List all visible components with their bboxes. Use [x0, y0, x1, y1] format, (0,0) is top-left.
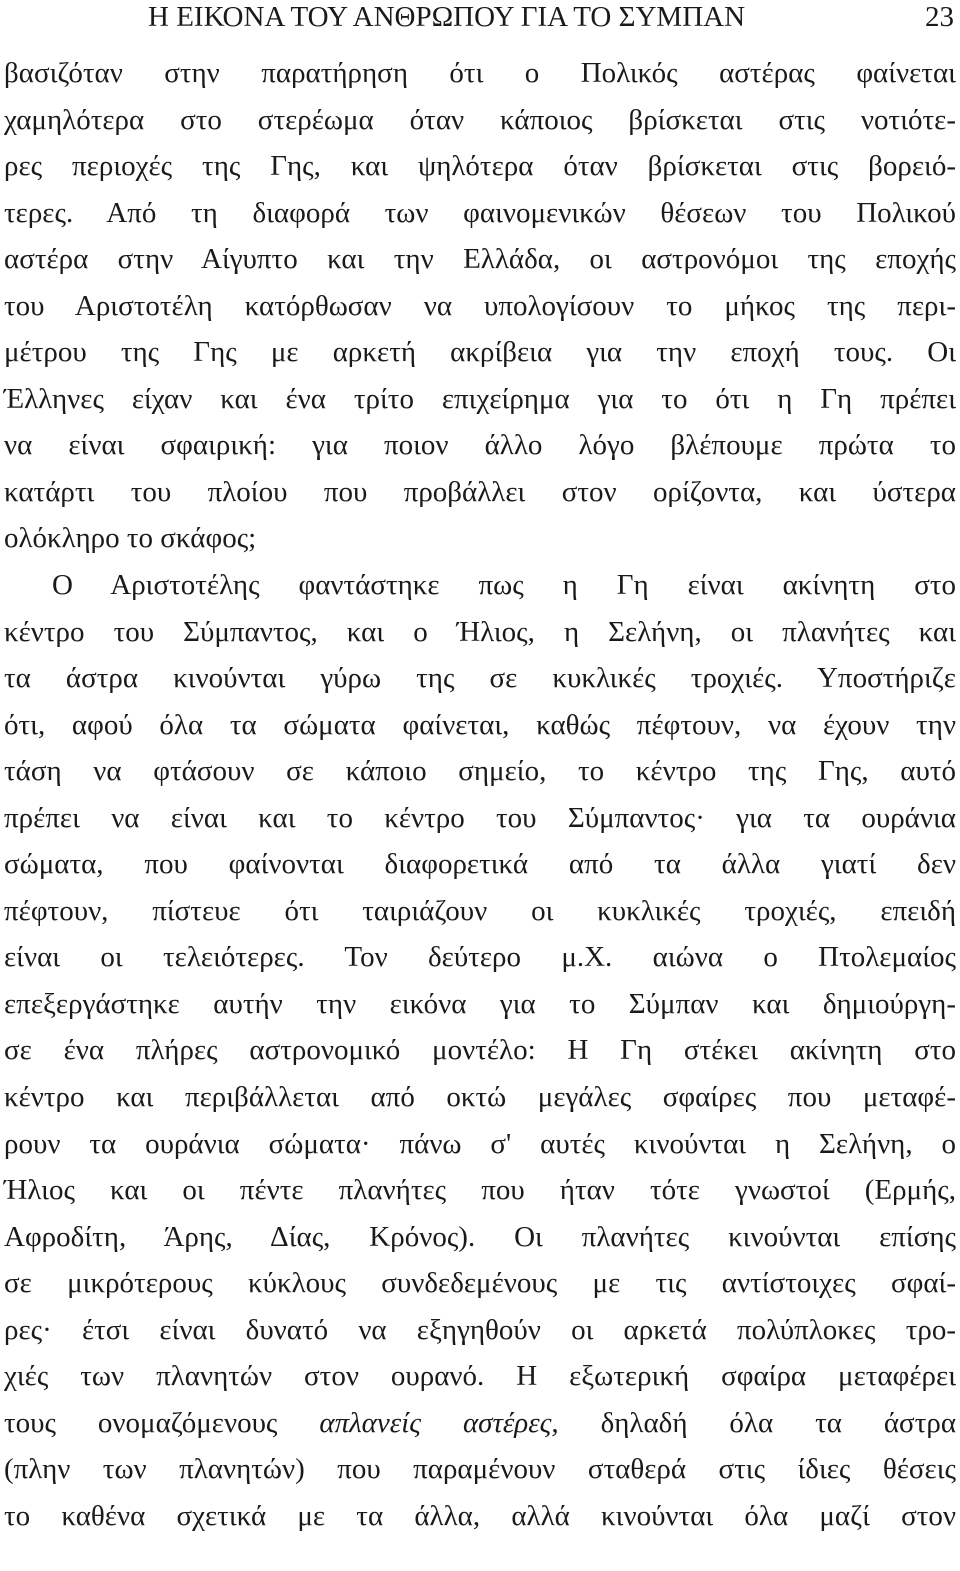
text-line: Ήλιος και οι πέντε πλανήτες που ήταν τότε γνωστοί (Ερμής, [4, 1174, 956, 1207]
text-line: ρες περιοχές της Γης, και ψηλότερα όταν βρίσκεται στις βορειό- [4, 150, 956, 183]
text-line: αστέρα στην Αίγυπτο και την Ελλάδα, οι αστρονόμοι της εποχής [4, 243, 956, 276]
text-line: Έλληνες είχαν και ένα τρίτο επιχείρημα για το ότι η Γη πρέπει [4, 382, 956, 415]
text-line: να είναι σφαιρική: για ποιον άλλο λόγο βλέπουμε πρώτα το [4, 429, 956, 462]
text-line: ρες· έτσι είναι δυνατό να εξηγηθούν οι αρκετά πολύπλοκες τρο- [4, 1313, 956, 1346]
text-line: το καθένα σχετικά με τα άλλα, αλλά κινούνται όλα μαζί στον [4, 1499, 956, 1532]
emphasized-term: απλανείς αστέρες, [319, 1406, 559, 1439]
page-number: 23 [925, 1, 954, 33]
text-line: χαμηλότερα στο στερέωμα όταν κάποιος βρίσκεται στις νοτιότε- [4, 103, 956, 136]
text-line: τα άστρα κινούνται γύρω της σε κυκλικές τροχιές. Υποστήριζε [4, 662, 956, 695]
text-line-with-emphasis [4, 1400, 956, 1447]
text-line: τερες. Από τη διαφορά των φαινομενικών θέσεων του Πολικού [4, 196, 956, 229]
paragraph-start-line: Ο Αριστοτέλης φαντάστηκε πως η Γη είναι ακίνητη στο [52, 569, 956, 602]
text-line: πρέπει να είναι και το κέντρο του Σύμπαντος· για τα ουράνια [4, 801, 956, 834]
text-line: είναι οι τελειότερες. Τον δεύτερο μ.Χ. αιώνα ο Πτολεμαίος [4, 941, 956, 974]
text-line: μέτρου της Γης με αρκετή ακρίβεια για την εποχή τους. Οι [4, 336, 956, 369]
text-line: ότι, αφού όλα τα σώματα φαίνεται, καθώς πέφτουν, να έχουν την [4, 708, 956, 741]
text-line: Αφροδίτη, Άρης, Δίας, Κρόνος). Οι πλανήτες κινούνται επίσης [4, 1220, 956, 1253]
running-title: Η ΕΙΚΟΝΑ ΤΟΥ ΑΝΘΡΩΠΟΥ ΓΙΑ ΤΟ ΣΥΜΠΑΝ [148, 1, 746, 33]
text-line: επεξεργάστηκε αυτήν την εικόνα για το Σύμπαν και δημιούργη- [4, 987, 956, 1020]
text-line: σώματα, που φαίνονται διαφορετικά από τα άλλα γιατί δεν [4, 848, 956, 881]
text-line: σε μικρότερους κύκλους συνδεδεμένους με τις αντίστοιχες σφαί- [4, 1267, 956, 1300]
text-line: χιές των πλανητών στον ουρανό. Η εξωτερική σφαίρα μεταφέρει [4, 1360, 956, 1393]
running-head [148, 0, 960, 34]
paragraph-end-line: ολόκληρο το σκάφος; [4, 522, 257, 555]
text-line: κέντρο και περιβάλλεται από οκτώ μεγάλες σφαίρες που μεταφέ- [4, 1081, 956, 1114]
text-line: τάση να φτάσουν σε κάποιο σημείο, το κέντρο της Γης, αυτό [4, 755, 956, 788]
line-30-before: τους ονομαζόμενους [4, 1406, 278, 1439]
text-line: σε ένα πλήρες αστρονομικό μοντέλο: Η Γη στέκει ακίνητη στο [4, 1034, 956, 1067]
text-line: του Αριστοτέλη κατόρθωσαν να υπολογίσουν το μήκος της περι- [4, 289, 956, 322]
text-line: βασιζόταν στην παρατήρηση ότι ο Πολικός αστέρας φαίνεται [4, 57, 956, 89]
body-text [4, 50, 956, 1540]
text-line: κατάρτι του πλοίου που προβάλλει στον ορίζοντα, και ύστερα [4, 475, 956, 508]
text-line: ρουν τα ουράνια σώματα· πάνω σ' αυτές κινούνται η Σελήνη, ο [4, 1127, 956, 1160]
line-30-after: δηλαδή όλα τα άστρα [600, 1406, 957, 1439]
text-line: πέφτουν, πίστευε ότι ταιριάζουν οι κυκλικές τροχιές, επειδή [4, 894, 956, 927]
text-line: (πλην των πλανητών) που παραμένουν σταθερά στις ίδιες θέσεις [4, 1453, 956, 1486]
text-line: κέντρο του Σύμπαντος, και ο Ήλιος, η Σελήνη, οι πλανήτες και [4, 615, 956, 648]
